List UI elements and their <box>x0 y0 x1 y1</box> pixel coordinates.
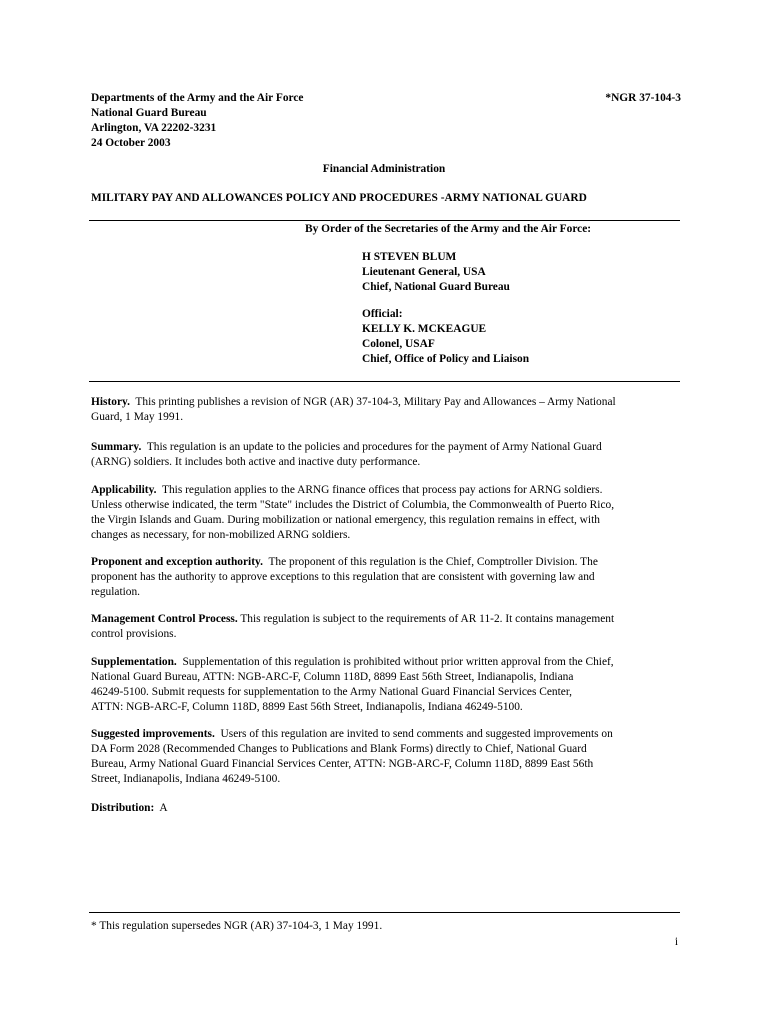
section-supplementation <box>91 655 676 715</box>
official-position: Chief, Office of Policy and Liaison <box>362 353 530 365</box>
section-heading: Management Control Process. <box>91 613 238 625</box>
section-text: Guard, 1 May 1991. <box>91 411 184 423</box>
section-paragraph <box>91 483 676 498</box>
section-text: Street, Indianapolis, Indiana 46249-5100. <box>91 773 281 785</box>
section-text: changes as necessary, for non-mobilized ARNG soldiers. <box>91 529 351 541</box>
title-divider <box>89 220 680 221</box>
document-title: MILITARY PAY AND ALLOWANCES POLICY AND PROCEDURES -ARMY NATIONAL GUARD <box>91 192 587 204</box>
section-text: The proponent of this regulation is the Chief, Comptroller Division. The <box>268 556 598 568</box>
signature-block <box>362 250 510 295</box>
section-heading: Suggested improvements. <box>91 728 215 740</box>
section-paragraph <box>91 440 676 455</box>
section-text: Unless otherwise indicated, the term "State" includes the District of Columbia, the Commonwealth of Puerto Rico, <box>91 499 615 511</box>
section-heading: Supplementation. <box>91 656 177 668</box>
agency-line: Departments of the Army and the Air Force <box>91 92 304 104</box>
section-text: National Guard Bureau, ATTN: NGB-ARC-F, Column 118D, 8899 East 56th Street, Indianapolis, Indiana <box>91 671 574 683</box>
agency-line: National Guard Bureau <box>91 107 207 119</box>
section-heading: Applicability. <box>91 484 157 496</box>
section-text: (ARNG) soldiers. It includes both active and inactive duty performance. <box>91 456 421 468</box>
page-number: i <box>674 936 678 948</box>
section-text: control provisions. <box>91 628 177 640</box>
signer-name: H STEVEN BLUM <box>362 251 457 263</box>
section-summary <box>91 440 676 470</box>
section-paragraph <box>91 612 676 627</box>
section-heading: Distribution: <box>91 802 155 814</box>
section-text: 46249-5100. Submit requests for supplementation to the Army National Guard Financial Services Center, <box>91 686 573 698</box>
signature-divider <box>89 381 680 382</box>
section-text: ATTN: NGB-ARC-F, Column 118D, 8899 East 56th Street, Indianapolis, Indiana 46249-5100. <box>91 701 523 713</box>
section-text: This regulation is subject to the requirements of AR 11-2. It contains management <box>240 613 615 625</box>
section-paragraph <box>91 395 676 410</box>
agency-address: Arlington, VA 22202-3231 <box>91 122 217 134</box>
section-heading: History. <box>91 396 130 408</box>
section-paragraph <box>91 555 676 570</box>
issuing-agency-block <box>91 91 303 151</box>
section-applicability <box>91 483 676 543</box>
official-name: KELLY K. MCKEAGUE <box>362 323 487 335</box>
section-text: the Virgin Islands and Guam. During mobilization or national emergency, this regulation remains in effect, with <box>91 514 600 526</box>
section-suggested-improvements <box>91 727 676 787</box>
section-paragraph <box>91 727 676 742</box>
signer-rank: Lieutenant General, USA <box>362 266 486 278</box>
section-text: A <box>159 802 168 814</box>
section-text: regulation. <box>91 586 141 598</box>
issue-date: 24 October 2003 <box>91 137 171 149</box>
section-text: DA Form 2028 (Recommended Changes to Publications and Blank Forms) directly to Chief, National Guard <box>91 743 587 755</box>
signer-position: Chief, National Guard Bureau <box>362 281 510 293</box>
section-paragraph <box>91 801 676 816</box>
official-rank: Colonel, USAF <box>362 338 435 350</box>
footnote: * This regulation supersedes NGR (AR) 37-104-3, 1 May 1991. <box>91 920 383 932</box>
section-heading: Summary. <box>91 441 142 453</box>
section-text: This regulation is an update to the policies and procedures for the payment of Army National Guard <box>146 441 602 453</box>
document-number: *NGR 37-104-3 <box>605 92 681 104</box>
footnote-divider <box>89 912 680 913</box>
section-text: This regulation applies to the ARNG finance offices that process pay actions for ARNG soldiers. <box>162 484 603 496</box>
section-text: Users of this regulation are invited to send comments and suggested improvements on <box>220 728 613 740</box>
section-text: Supplementation of this regulation is prohibited without prior written approval from the Chief, <box>182 656 614 668</box>
section-heading: Proponent and exception authority. <box>91 556 263 568</box>
section-history <box>91 395 676 425</box>
section-text: This printing publishes a revision of NGR (AR) 37-104-3, Military Pay and Allowances – Army National <box>135 396 616 408</box>
section-paragraph <box>91 655 676 670</box>
official-block <box>362 307 529 367</box>
section-text: Bureau, Army National Guard Financial Services Center, ATTN: NGB-ARC-F, Column 118D, 8899 East 56th <box>91 758 594 770</box>
section-text: proponent has the authority to approve exceptions to this regulation that are consistent with governing law and <box>91 571 595 583</box>
order-line: By Order of the Secretaries of the Army and the Air Force: <box>305 223 592 235</box>
section-distribution <box>91 801 676 816</box>
subject-heading: Financial Administration <box>322 163 446 175</box>
official-label: Official: <box>362 308 403 320</box>
section-proponent <box>91 555 676 600</box>
section-management-control <box>91 612 676 642</box>
